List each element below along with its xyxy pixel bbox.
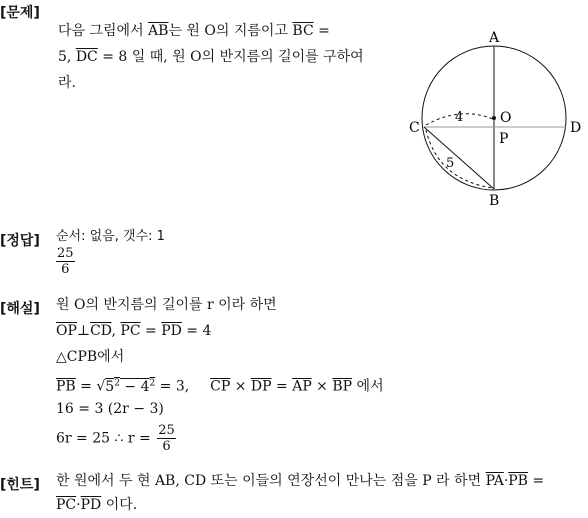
problem-line-2: 5, $\overline{DC} = 8$ 일 때, 원 O의 반지름의 길이를 구하여 <box>58 49 364 65</box>
length-cb-label: 5 <box>446 156 455 171</box>
solution-line-1: 원 O의 반지름의 길이를 r 이라 하면 <box>56 297 277 313</box>
point-d-label: D <box>570 120 582 136</box>
solution-line-2: $\overline{OP}\perp\overline{CD}$, $\overline{PC} = \overline{PD} = 4$ <box>56 323 212 339</box>
hint-line-2: $\overline{PC}\cdot\overline{PD}$ 이다. <box>56 497 138 513</box>
point-a-label: A <box>489 30 500 46</box>
solution-label: [해설] <box>0 301 40 317</box>
point-o-label: O <box>500 110 512 126</box>
answer-fraction: $\frac{25}{6}$ <box>57 246 74 277</box>
problem-line-1: 다음 그림에서 $\overline{AB}$는 원 O의 지름이고 $\overline{BC}$ = <box>58 23 330 39</box>
answer-label: [정답] <box>0 233 40 249</box>
length-cp-label: 4 <box>455 110 464 125</box>
solution-line-5: 16 = 3 (2r − 3) <box>56 401 164 417</box>
problem-line-3: 라. <box>58 75 76 91</box>
answer-meta: 순서: 없음, 갯수: 1 <box>56 229 165 244</box>
hint-label: [힌트] <box>0 477 40 493</box>
point-b-label: B <box>489 193 500 209</box>
solution-line-6: 6r = 25 ∴ r = $\frac{25}{6}$ <box>56 423 175 454</box>
problem-label: [문제] <box>0 5 40 21</box>
point-c-label: C <box>409 120 420 136</box>
solution-line-4: $\overline{PB} = √5^2 - 4^2 = 3$, $\overline{CP} \times \overline{DP} = \overline{AP} \times \overline{BP}$ 에서 <box>56 378 384 395</box>
center-dot <box>492 116 496 120</box>
hint-line-1: 한 원에서 두 현 AB, CD 또는 이들의 연장선이 만나는 점을 P 라 하면 $\overline{PA}\cdot\overline{PB}$ = <box>56 473 545 489</box>
solution-line-3: △CPB에서 <box>56 349 125 365</box>
solution-fraction: $\frac{25}{6}$ <box>158 423 175 454</box>
point-p-label: P <box>499 131 509 147</box>
